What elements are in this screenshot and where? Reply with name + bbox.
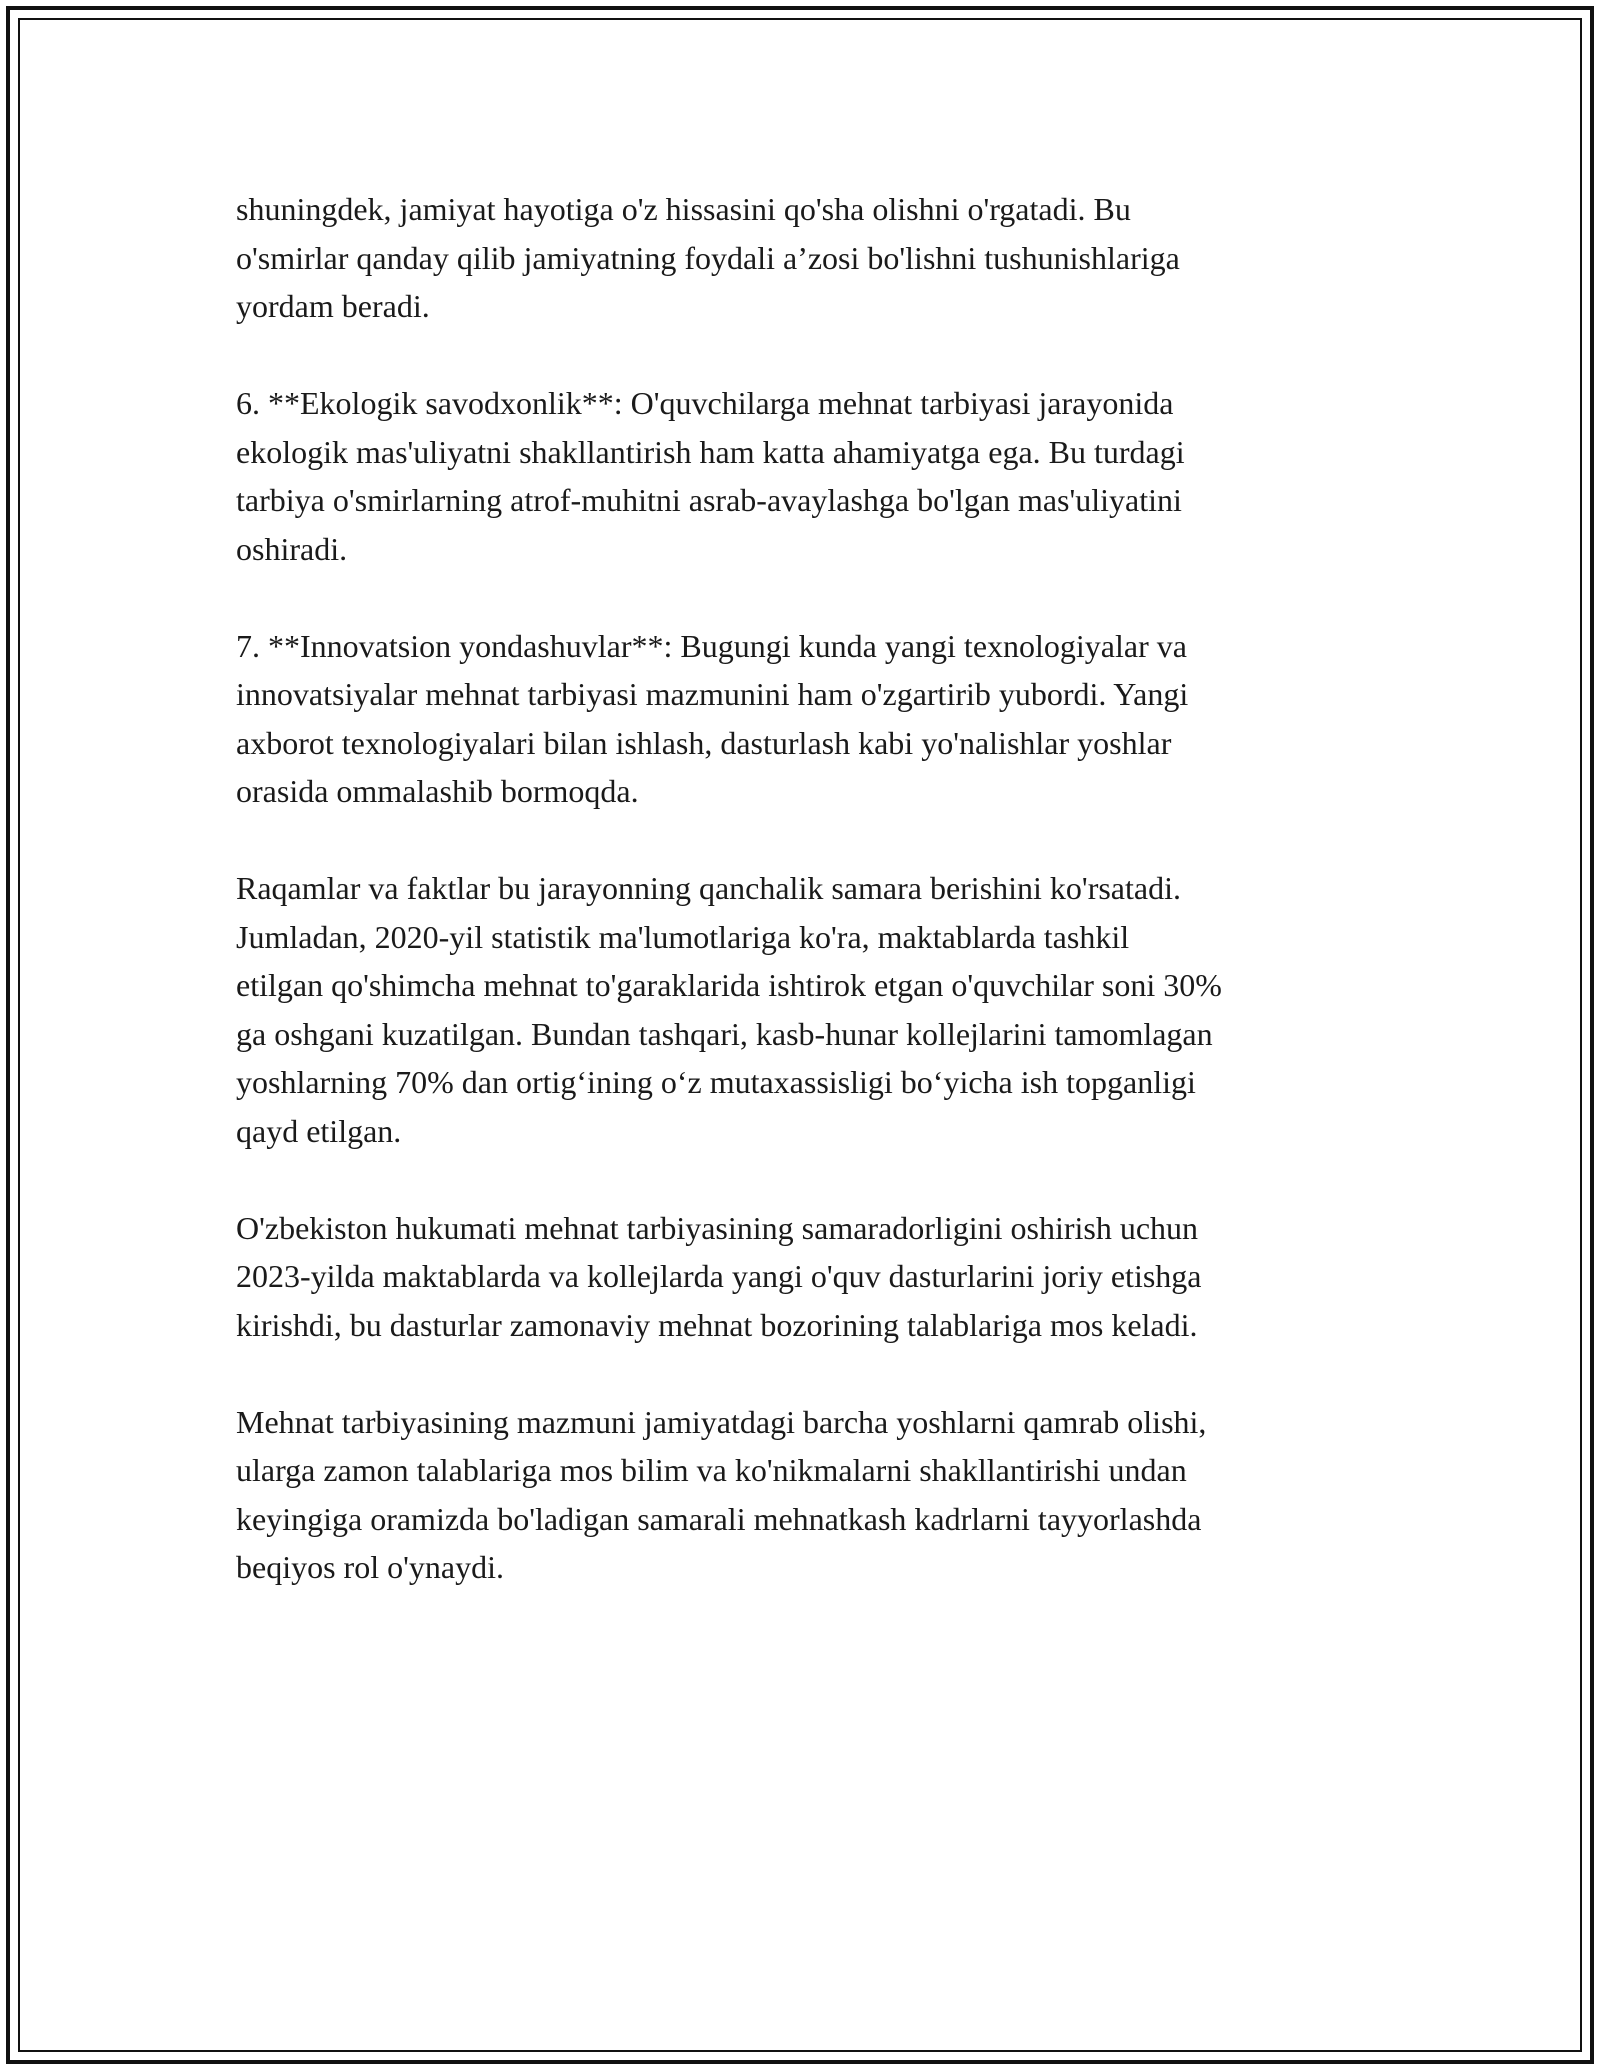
paragraph-government-programs: O'zbekiston hukumati mehnat tarbiyasining samaradorligini oshirish uchun 2023-yilda maktablarda va kollejlarda yangi o'quv dasturlarini joriy etishga kirishdi, bu dasturlar zamonaviy mehnat bozorining talablariga mos keladi. <box>236 1209 1202 1343</box>
paragraph-ecological-literacy: 6. **Ekologik savodxonlik**: O'quvchilarga mehnat tarbiyasi jarayonida ekologik mas'uliyatni shakllantirish ham katta ahamiyatga ega. Bu turdagi tarbiya o'smirlarning atrof-muhitni asrab-avaylashga bo'lgan mas'uliyatini oshiradi. <box>236 385 1185 567</box>
paragraph-innovative-approaches: 7. **Innovatsion yondashuvlar**: Bugungi kunda yangi texnologiyalar va innovatsiyalar mehnat tarbiyasi mazmunini ham o'zgartirib yubordi. Yangi axborot texnologiyalari bilan ishlash, dasturlash kabi yo'nalishlar yoshlar orasida ommalashib bormoqda. <box>236 627 1189 809</box>
paragraph-numbers-and-facts: Raqamlar va faktlar bu jarayonning qanchalik samara berishini ko'rsatadi. Jumladan, 2020-yil statistik ma'lumotlariga ko'ra, maktablarda tashkil etilgan qo'shimcha mehnat to'garaklarida ishtirok etgan o'quvchilar soni 30% ga oshgani kuzatilgan. Bundan tashqari, kasb-hunar kollejlarini tamomlagan yoshlarning 70% dan ortig‘ining o‘z mutaxassisligi bo‘yicha ish topganligi qayd etilgan. <box>236 870 1222 1149</box>
paragraph-conclusion: Mehnat tarbiyasining mazmuni jamiyatdagi barcha yoshlarni qamrab olishi, ularga zamon talablariga mos bilim va ko'nikmalarni shakllantirishi undan keyingiga oramizda bo'ladigan samarali mehnatkash kadrlarni tayyorlashda beqiyos rol o'ynaydi. <box>236 1403 1207 1585</box>
paragraph-continuation: shuningdek, jamiyat hayotiga o'z hissasini qo'sha olishni o'rgatadi. Bu o'smirlar qanday qilib jamiyatning foydali a’zosi bo'lishni tushunishlariga yordam beradi. <box>236 191 1180 324</box>
document-body <box>236 185 1376 1640</box>
